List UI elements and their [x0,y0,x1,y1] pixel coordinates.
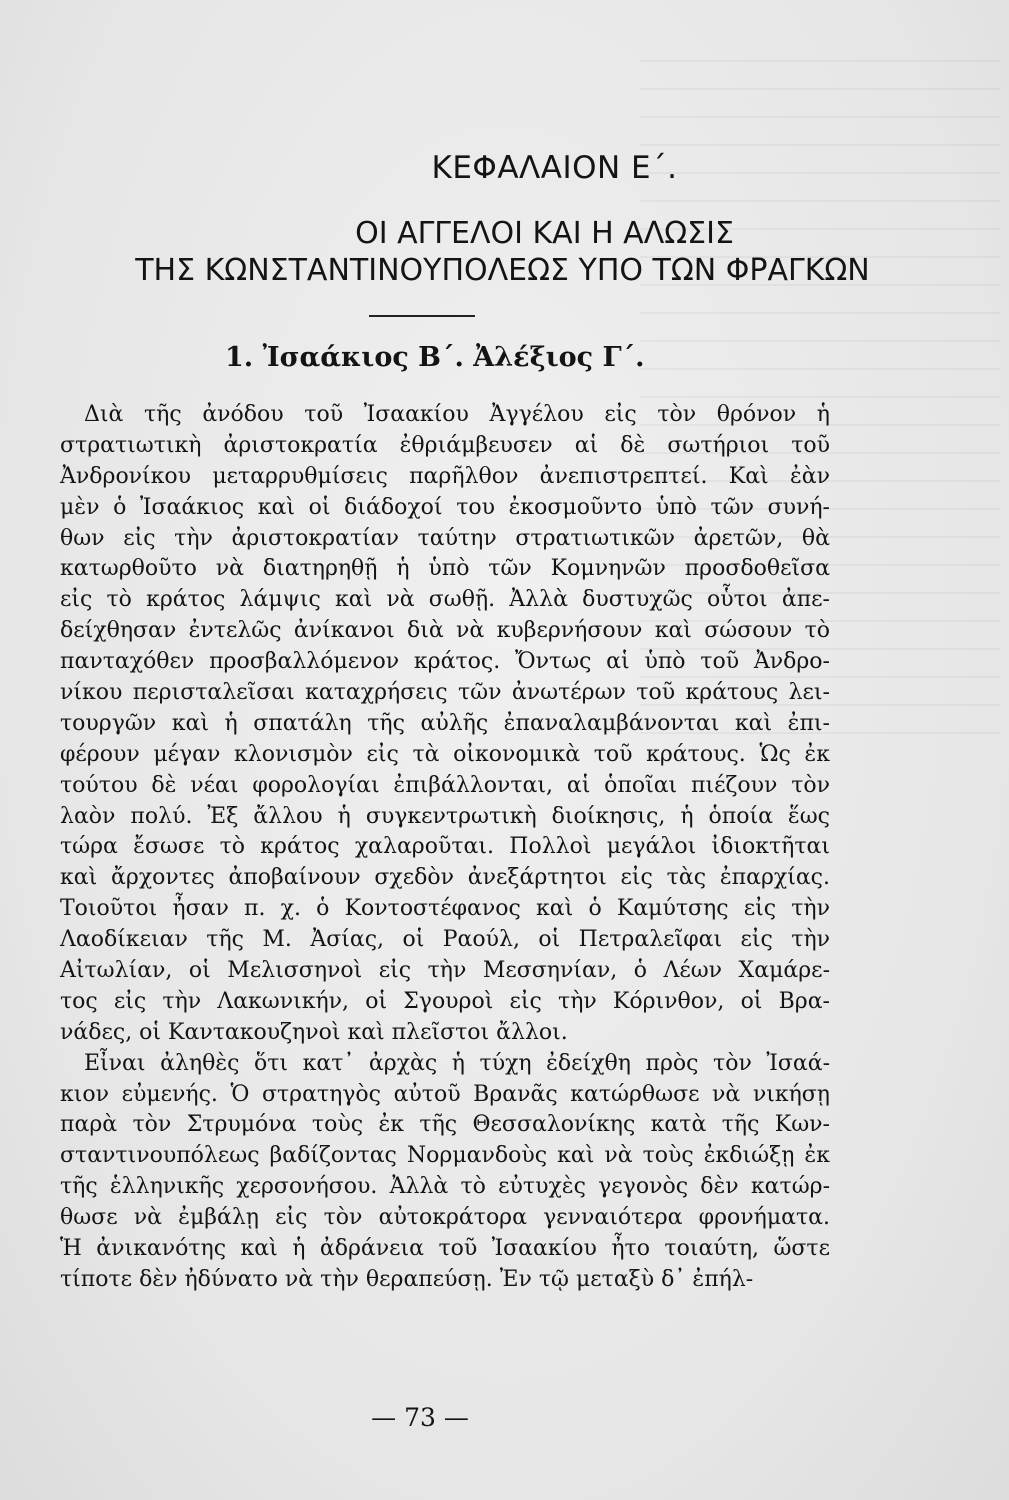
text-line: τίποτε δὲν ἠδύνατο νὰ τὴν θεραπεύσῃ. Ἐν τῷ μεταξὺ δ᾿ ἐπήλ- [60,1266,754,1292]
paragraphs [60,400,830,1296]
text-line: παρὰ τὸν Στρυμόνα τοὺς ἐκ τῆς Θεσσαλονίκης κατὰ τῆς Κων- [60,1112,830,1138]
text-line: Εἶναι ἀληθὲς ὅτι κατ᾿ ἀρχὰς ἡ τύχη ἐδείχθη πρὸς τὸν Ἰσαά- [84,1050,830,1076]
text-line: θων εἰς τὴν ἀριστοκρατίαν ταύτην στρατιωτικῶν ἀρετῶν, θὰ [60,525,830,551]
text-line: νίκου περισταλεῖσαι καταχρήσεις τῶν ἀνωτέρων τοῦ κράτους λει- [60,680,830,706]
text-line: σταντινουπόλεως βαδίζοντας Νορμανδοὺς καὶ νὰ τοὺς ἐκδιώξῃ ἐκ [60,1143,830,1169]
section-heading: 1. Ἰσαάκιος Β΄. Ἀλέξιος Γ΄. [225,342,645,373]
text-line: καὶ ἄρχοντες ἀποβαίνουν σχεδὸν ἀνεξάρτητοι εἰς τὰς ἐπαρχίας. [60,865,830,891]
text-line: Λαοδίκειαν τῆς Μ. Ἀσίας, οἱ Ραούλ, οἱ Πετραλεῖφαι εἰς τὴν [60,927,830,953]
text-line: φέρουν μέγαν κλονισμὸν εἰς τὰ οἰκονομικὰ τοῦ κράτους. Ὡς ἐκ [60,741,830,767]
text-line: στρατιωτικὴ ἀριστοκρατία ἐθριάμβευσεν αἱ δὲ σωτήριοι τοῦ [60,432,830,458]
text-line: Διὰ τῆς ἀνόδου τοῦ Ἰσαακίου Ἀγγέλου εἰς τὸν θρόνον ἡ [84,402,830,427]
text-line: τῆς ἑλληνικῆς χερσονήσου. Ἀλλὰ τὸ εὐτυχὲς γεγονὸς δὲν κατώρ- [60,1174,830,1200]
text-line: Ἀνδρονίκου μεταρρυθμίσεις παρῆλθον ἀνεπιστρεπτεί. Καὶ ἐὰν [60,463,830,489]
text-line: τώρα ἔσωσε τὸ κράτος χαλαροῦται. Πολλοὶ μεγάλοι ἰδιοκτῆται [60,834,830,860]
text-line: δείχθησαν ἐντελῶς ἀνίκανοι διὰ νὰ κυβερνήσουν καὶ σώσουν τὸ [60,618,830,644]
text-line: Τοιοῦτοι ἦσαν π. χ. ὁ Κοντοστέφανος καὶ ὁ Καμύτσης εἰς τὴν [60,896,830,922]
chapter-heading: ΚΕΦΑΛΑΙΟΝ Ε΄. [431,150,678,186]
text-line: λαὸν πολύ. Ἐξ ἄλλου ἡ συγκεντρωτικὴ διοίκησις, ἡ ὁποία ἕως [60,803,830,829]
text-line: θωσε νὰ ἐμβάλῃ εἰς τὸν αὐτοκράτορα γενναιότερα φρονήματα. [60,1205,830,1231]
text-line: Ἡ ἀνικανότης καὶ ἡ ἀδράνεια τοῦ Ἰσαακίου ἦτο τοιαύτη, ὥστε [60,1236,830,1262]
text-line: τούτου δὲ νέαι φορολογίαι ἐπιβάλλονται, αἱ ὁποῖαι πιέζουν τὸν [60,772,830,798]
text-line: πανταχόθεν προσβαλλόμενον κράτος. Ὄντως αἱ ὑπὸ τοῦ Ἀνδρο- [60,649,830,675]
title-divider [369,315,475,317]
text-line: νάδες, οἱ Καντακουζηνοὶ καὶ πλεῖστοι ἄλλοι. [60,1019,568,1045]
text-line: μὲν ὁ Ἰσαάκιος καὶ οἱ διάδοχοί του ἐκοσμοῦντο ὑπὸ τῶν συνή- [60,494,830,520]
text-line: Αἰτωλίαν, οἱ Μελισσηνοὶ εἰς τὴν Μεσσηνίαν, ὁ Λέων Χαμάρε- [60,958,830,984]
text-line: τος εἰς τὴν Λακωνικήν, οἱ Σγουροὶ εἰς τὴν Κόρινθον, οἱ Βρα- [60,988,830,1014]
chapter-title-line-2: ΤΗΣ ΚΩΝΣΤΑΝΤΙΝΟΥΠΟΛΕΩΣ ΥΠΟ ΤΩΝ ΦΡΑΓΚΩΝ [135,253,870,288]
chapter-title-line-1: ΟΙ ΑΓΓΕΛΟΙ ΚΑΙ Η ΑΛΩΣΙΣ [355,216,734,251]
text-line: κιον εὐμενής. Ὁ στρατηγὸς αὐτοῦ Βρανᾶς κατώρθωσε νὰ νικήσῃ [60,1081,830,1107]
text-line: τουργῶν καὶ ἡ σπατάλη τῆς αὐλῆς ἐπαναλαμβάνονται καὶ ἐπι- [60,710,830,736]
body-text [60,400,830,1296]
page-number: — 73 — [371,1403,469,1432]
text-line: εἰς τὸ κράτος λάμψις καὶ νὰ σωθῇ. Ἀλλὰ δυστυχῶς οὗτοι ἀπε- [60,587,830,613]
text-line: κατωρθοῦτο νὰ διατηρηθῇ ἡ ὑπὸ τῶν Κομνηνῶν προσδοθεῖσα [60,556,830,582]
